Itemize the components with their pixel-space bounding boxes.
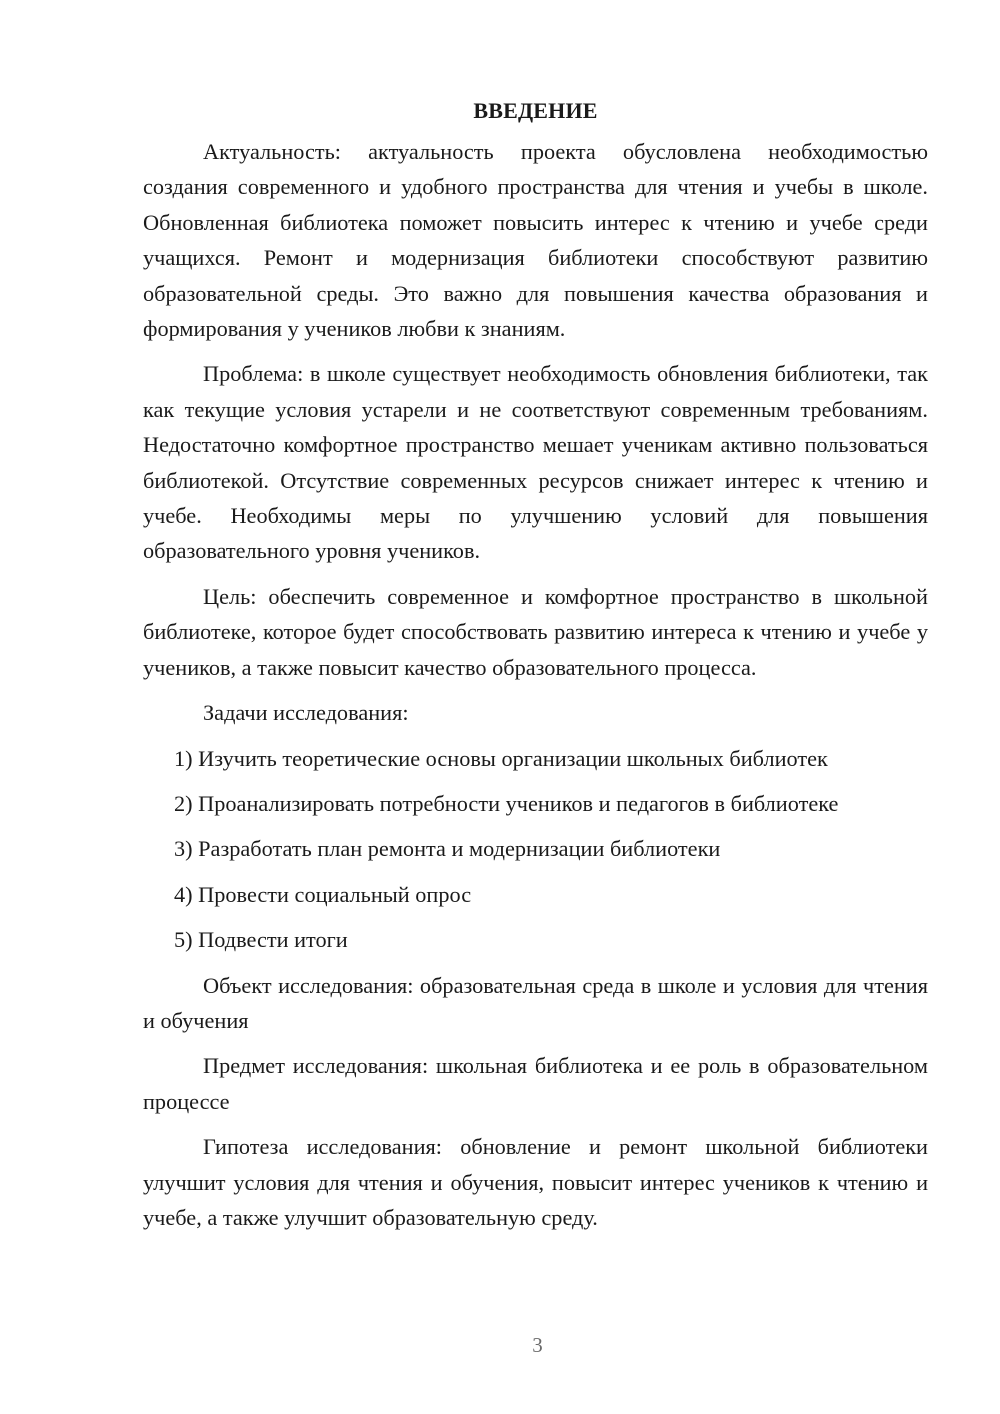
tasks-list (143, 741, 928, 958)
hypothesis-paragraph: Гипотеза исследования: обновление и ремонт школьной библиотеки улучшит условия для чтения и обучения, повысит интерес учеников к чтению и учебе, а также улучшит образовательную среду. (143, 1134, 928, 1230)
list-item: 3) Разработать план ремонта и модернизации библиотеки (174, 836, 721, 862)
subject-paragraph: Предмет исследования: школьная библиотека и ее роль в образовательном процессе (143, 1053, 928, 1114)
tasks-heading: Задачи исследования: (203, 700, 409, 726)
list-item: 4) Провести социальный опрос (174, 881, 472, 907)
document-body (143, 93, 928, 1245)
list-item: 5) Подвести итоги (174, 927, 348, 953)
problem-paragraph: Проблема: в школе существует необходимость обновления библиотеки, так как текущие условия устарели и не соответствуют современным требованиям. Недостаточно комфортное пространство мешает ученикам активно пользоваться библиотекой. Отсутствие современных ресурсов снижает интерес к чтению и учебе. Необходимы меры по улучшению условий для повышения образовательного уровня учеников. (143, 361, 928, 564)
list-item: 2) Проанализировать потребности учеников и педагогов в библиотеке (174, 790, 839, 816)
object-paragraph: Объект исследования: образовательная среда в школе и условия для чтения и обучения (143, 972, 928, 1033)
list-item: 1) Изучить теоретические основы организации школьных библиотек (174, 745, 828, 771)
relevance-paragraph: Актуальность: актуальность проекта обусловлена необходимостью создания современного и удобного пространства для чтения и учебы в школе. Обновленная библиотека поможет повысить интерес к чтению и учебе среди учащихся. Ремонт и модернизация библиотеки способствуют развитию образовательной среды. Это важно для повышения качества образования и формирования у учеников любви к знаниям. (143, 139, 928, 342)
section-title: ВВЕДЕНИЕ (473, 98, 598, 123)
page-number: 3 (532, 1333, 543, 1357)
goal-paragraph: Цель: обеспечить современное и комфортное пространство в школьной библиотеке, которое будет способствовать развитию интереса к чтению и учебе у учеников, а также повысит качество образовательного процесса. (143, 583, 928, 680)
